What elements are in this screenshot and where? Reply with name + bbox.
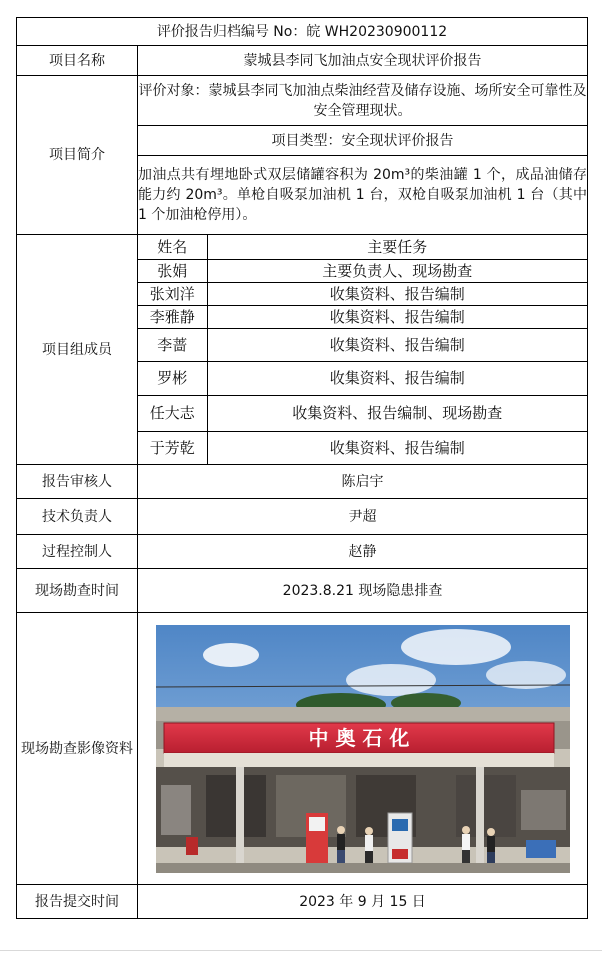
member-name: 李蔷 bbox=[138, 328, 207, 361]
member-task: 收集资料、报告编制、现场勘查 bbox=[207, 395, 587, 431]
report-table bbox=[16, 17, 588, 919]
members-col-name: 姓名 bbox=[138, 235, 207, 259]
gas-station-photo bbox=[156, 625, 570, 873]
survey-photo-label: 现场勘查影像资料 bbox=[17, 613, 138, 885]
member-task: 收集资料、报告编制 bbox=[207, 282, 587, 305]
member-name: 张刘洋 bbox=[138, 282, 207, 305]
survey-time-value: 2023.8.21 现场隐患排查 bbox=[138, 569, 588, 613]
member-name: 李雅静 bbox=[138, 305, 207, 328]
archive-number: 评价报告归档编号 No：皖 WH20230900112 bbox=[17, 18, 588, 46]
members-table bbox=[138, 235, 587, 464]
tech-lead-label: 技术负责人 bbox=[17, 499, 138, 535]
station-sign-text: 中 奥 石 化 bbox=[308, 725, 409, 750]
process-control-label: 过程控制人 bbox=[17, 535, 138, 569]
evaluation-object: 评价对象：蒙城县李同飞加油点柴油经营及储存设施、场所安全可靠性及安全管理现状。 bbox=[138, 76, 588, 126]
members-label: 项目组成员 bbox=[17, 235, 138, 465]
project-name-label: 项目名称 bbox=[17, 46, 138, 76]
member-task: 主要负责人、现场勘查 bbox=[207, 259, 587, 282]
submit-time-label: 报告提交时间 bbox=[17, 885, 138, 919]
reviewer-value: 陈启宇 bbox=[138, 465, 588, 499]
member-task: 收集资料、报告编制 bbox=[207, 431, 587, 464]
tech-lead-value: 尹超 bbox=[138, 499, 588, 535]
reviewer-label: 报告审核人 bbox=[17, 465, 138, 499]
project-description: 加油点共有埋地卧式双层储罐容积为 20m³的柴油罐 1 个，成品油储存能力约 20m³。单枪自吸泵加油机 1 台，双枪自吸泵加油机 1 台（其中 1 个加油枪停用）。 bbox=[138, 156, 588, 235]
member-task: 收集资料、报告编制 bbox=[207, 328, 587, 361]
page-bottom-rule bbox=[0, 950, 602, 951]
survey-time-label: 现场勘查时间 bbox=[17, 569, 138, 613]
member-name: 任大志 bbox=[138, 395, 207, 431]
member-name: 于芳乾 bbox=[138, 431, 207, 464]
project-name-value: 蒙城县李同飞加油点安全现状评价报告 bbox=[138, 46, 588, 76]
members-col-task: 主要任务 bbox=[207, 235, 587, 259]
submit-time-value: 2023 年 9 月 15 日 bbox=[138, 885, 588, 919]
member-name: 张娟 bbox=[138, 259, 207, 282]
project-type: 项目类型：安全现状评价报告 bbox=[138, 126, 588, 156]
member-task: 收集资料、报告编制 bbox=[207, 361, 587, 395]
process-control-value: 赵静 bbox=[138, 535, 588, 569]
member-task: 收集资料、报告编制 bbox=[207, 305, 587, 328]
project-intro-label: 项目简介 bbox=[17, 76, 138, 235]
member-name: 罗彬 bbox=[138, 361, 207, 395]
